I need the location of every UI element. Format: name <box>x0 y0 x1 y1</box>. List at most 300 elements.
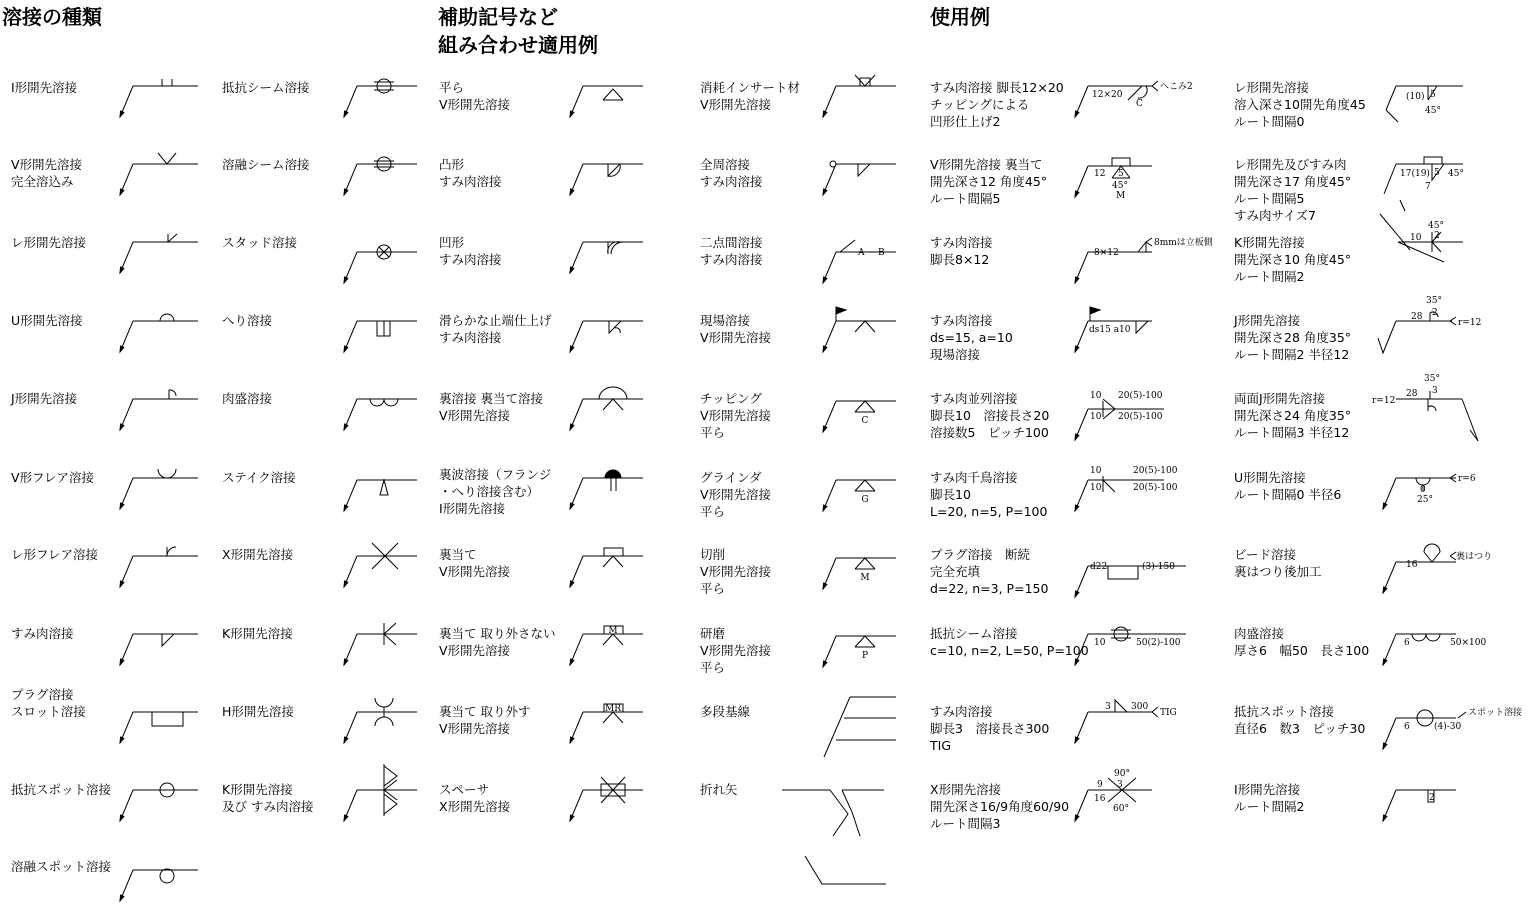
dim-text: 60° <box>1113 804 1129 814</box>
label-line: 脚長8×12 <box>930 252 990 267</box>
label-line: U形開先溶接 <box>1234 470 1306 485</box>
arrow-head <box>1383 659 1387 665</box>
arrow-head <box>823 346 827 352</box>
label-line: H形開先溶接 <box>222 704 294 719</box>
dim-text: 裏はつり <box>1456 552 1493 562</box>
arrow-head <box>570 503 574 509</box>
label-line: 溶融シーム溶接 <box>222 157 310 172</box>
arrow-head <box>823 661 827 667</box>
arrow-head <box>120 424 124 430</box>
label-line: ビード溶接 <box>1234 547 1297 562</box>
symbol-stroke-49 <box>608 242 620 254</box>
arrow-head <box>344 737 348 743</box>
label-line: レ形開先溶接 <box>1234 80 1310 95</box>
label-line: 肉盛溶接 <box>1234 626 1285 641</box>
label-line: ルート間隔0 <box>1234 114 1305 129</box>
symbol-stroke-13 <box>162 634 174 646</box>
label-line: 溶接数5 ピッチ100 <box>930 425 1049 440</box>
label-line: 脚長10 <box>930 487 971 502</box>
symbol-stroke-29 <box>384 399 398 406</box>
label-line: すみ肉溶接 <box>700 252 763 267</box>
symbol-stroke-96 <box>1108 566 1138 579</box>
dim-text: ds15 a10 <box>1089 325 1131 335</box>
arrow-head <box>120 111 124 117</box>
dim-text: C <box>1136 99 1143 109</box>
arrow-head <box>1383 743 1387 749</box>
arrow-head <box>823 189 827 195</box>
symbol-stroke-115 <box>1450 317 1456 325</box>
arrow-head <box>344 424 348 430</box>
label-line: J形開先溶接 <box>11 391 78 406</box>
arrow-head <box>344 581 348 587</box>
label-line: すみ肉溶接 <box>930 235 993 250</box>
label-line: 裏波溶接（フランジ <box>439 467 552 482</box>
dim-text: 17(19) <box>1400 169 1430 179</box>
dim-text: 16 <box>1094 794 1106 804</box>
symbol-stroke-12 <box>167 547 176 556</box>
field-flag <box>836 307 846 314</box>
label-line: 直径6 数3 ピッチ30 <box>1234 721 1366 736</box>
dim-text: 10 <box>1090 391 1102 401</box>
arrow-head <box>344 346 348 352</box>
label-line: すみ肉溶接 脚長12×20 <box>930 80 1064 95</box>
arrow-head <box>344 505 348 511</box>
flag <box>1090 307 1100 314</box>
dim-text: 45° <box>1448 169 1464 179</box>
label-line: V形開先溶接 <box>700 330 772 345</box>
header-usage-examples: 使用例 <box>930 5 990 29</box>
label-line: レ形フレア溶接 <box>11 547 99 562</box>
dim-text: 3 <box>1105 702 1111 712</box>
dim-text: 5 <box>1434 168 1440 178</box>
arrow-head <box>120 895 124 901</box>
dim-text: (4)-30 <box>1434 722 1462 732</box>
arrow-head <box>344 659 348 665</box>
label-line: I形開先溶接 <box>439 501 506 516</box>
label-line: V形開先溶接 <box>700 643 772 658</box>
label-line: 平ら <box>700 581 726 596</box>
label-line: 溶融スポット溶接 <box>11 859 112 874</box>
label-line: 現場溶接 <box>930 347 981 362</box>
label-line: すみ肉千鳥溶接 <box>930 470 1018 485</box>
label-line: 研磨 <box>700 626 726 641</box>
symbol-stroke-46 <box>608 164 620 176</box>
dim-text: 6 <box>1404 722 1410 732</box>
symbol-stroke-91 <box>1136 321 1148 333</box>
symbol-stroke-35 <box>384 634 396 645</box>
header-weld-types: 溶接の種類 <box>2 5 102 29</box>
label-line: 溶入深さ10開先角度45 <box>1234 97 1366 112</box>
label-line: 両面J形開先溶接 <box>1234 391 1326 406</box>
label-line: 及び すみ肉溶接 <box>222 799 314 814</box>
label-line: 滑らかな止端仕上げ <box>439 313 552 328</box>
symbol-stroke-127 <box>1426 634 1440 641</box>
label-line: K形開先溶接 <box>222 626 293 641</box>
symbol-stroke-68 <box>830 161 836 167</box>
dim-text: TIG <box>1160 708 1177 718</box>
dim-text: 0 <box>1420 485 1426 495</box>
dim-text: r=12 <box>1372 396 1396 406</box>
arrow-head <box>1075 346 1079 352</box>
arrow-head <box>570 111 574 117</box>
arrow-head <box>570 424 574 430</box>
symbol-stroke-40 <box>384 766 397 786</box>
arrow-head <box>570 581 574 587</box>
label-line: 平ら <box>700 425 726 440</box>
dim-text: (10) <box>1406 92 1425 102</box>
label-line: V形フレア溶接 <box>11 470 95 485</box>
dim-text: 10 <box>1090 483 1102 493</box>
dim-text: 25° <box>1417 495 1433 505</box>
label-line: U形開先溶接 <box>11 313 83 328</box>
label-line: プラグ溶接 断続 <box>930 547 1031 562</box>
symbol-stroke-70 <box>840 240 855 252</box>
label-line: I形開先溶接 <box>1234 782 1301 797</box>
label-line: 開先深さ17 角度45° <box>1234 174 1352 189</box>
symbol-stroke-44 <box>603 89 623 100</box>
label-line: 凹形仕上げ2 <box>930 114 1001 129</box>
dim-text: 300 <box>1131 702 1149 712</box>
label-line: ルート間隔5 <box>1234 191 1305 206</box>
label-line: V形開先溶接 <box>439 643 511 658</box>
symbol-stroke-111 <box>1432 242 1441 252</box>
label-line: スペーサ <box>439 782 490 797</box>
arrow-head <box>120 267 124 273</box>
label-line: 裏はつり後加工 <box>1234 564 1322 579</box>
symbol-stroke-16 <box>160 869 174 883</box>
dim-text: 28 <box>1406 389 1418 399</box>
label-line: すみ肉溶接 <box>930 704 993 719</box>
dim-text: 10 <box>1410 233 1422 243</box>
label-line: 裏溶接 裏当て溶接 <box>439 391 543 406</box>
symbol-stroke-112 <box>1378 321 1396 353</box>
dim-text: へこみ2 <box>1160 82 1193 92</box>
label-line: 折れ矢 <box>700 782 738 797</box>
dim-text: 6 <box>1404 638 1410 648</box>
symbol-stroke-53 <box>603 399 623 410</box>
label-line: V形開先溶接 <box>439 408 511 423</box>
dim-text: 12 <box>1094 169 1106 179</box>
symbol-stroke-101 <box>1152 707 1158 717</box>
label-line: V形開先溶接 <box>439 97 511 112</box>
symbol-stroke-126 <box>1412 634 1426 641</box>
arrow-head <box>570 267 574 273</box>
symbol-stroke-5 <box>168 234 177 242</box>
arrow-head <box>1075 505 1079 511</box>
arrow-head <box>120 346 124 352</box>
arrow-head <box>823 583 827 589</box>
label-line: 平ら <box>439 80 465 95</box>
label-line: 脚長3 溶接長さ300 <box>930 721 1050 736</box>
label-line: X形開先溶接 <box>930 782 1002 797</box>
arrow-head <box>1075 659 1079 665</box>
label-line: 抵抗シーム溶接 <box>930 626 1018 641</box>
symbol-stroke-78 <box>855 558 875 569</box>
dim-text: 28 <box>1411 312 1423 322</box>
header-aux-symbols: 補助記号など <box>438 5 558 29</box>
label-line: 二点間溶接 <box>700 235 763 250</box>
label-line: ルート間隔5 <box>930 191 1001 206</box>
arrow-head <box>570 815 574 821</box>
dim-text: 45° <box>1112 181 1128 191</box>
label-line: すみ肉溶接 <box>930 313 993 328</box>
label-line: 凹形 <box>439 235 465 250</box>
header-aux-combo: 組み合わせ適用例 <box>438 33 598 57</box>
label-line: L=20, n=5, P=100 <box>930 504 1048 519</box>
dim-text: 16 <box>1406 560 1418 570</box>
dim-text: 20(5)-100 <box>1133 466 1178 476</box>
symbol-stroke-34 <box>384 623 396 634</box>
symbol-stroke-36 <box>375 698 393 707</box>
arrow-head <box>570 189 574 195</box>
label-line: すみ肉溶接 <box>439 174 502 189</box>
arrow-head <box>823 505 827 511</box>
lead-v1b <box>1386 110 1398 122</box>
mark-G: G <box>861 495 869 505</box>
label-line: 切削 <box>700 547 726 562</box>
arrow-head <box>1383 503 1387 509</box>
symbol-stroke-51 <box>609 321 621 333</box>
label-line: 裏当て 取り外す <box>439 704 531 719</box>
dim-text: (3)-150 <box>1142 562 1175 572</box>
arrow-head <box>1075 111 1079 117</box>
dim-text: 50(2)-100 <box>1136 638 1181 648</box>
label-line: ルート間隔2 <box>1234 269 1305 284</box>
mark-A: A <box>858 248 865 258</box>
label-line: V形開先溶接 <box>700 487 772 502</box>
label-line: すみ肉溶接 <box>439 330 502 345</box>
label-line: 凸形 <box>439 157 465 172</box>
dim-text: 35° <box>1424 374 1440 384</box>
label-line: V形開先溶接 <box>439 721 511 736</box>
dim-text: 10 <box>1094 638 1106 648</box>
arrow-head <box>120 189 124 195</box>
symbol-stroke-6 <box>160 314 174 321</box>
symbol-stroke-100 <box>1115 700 1127 712</box>
dim-text: 45° <box>1428 221 1444 231</box>
label-line: TIG <box>930 738 952 753</box>
mark-C: C <box>861 416 869 426</box>
dim-text: 8mmは立板側 <box>1154 238 1213 248</box>
label-line: チッピングによる <box>930 97 1030 112</box>
symbol-stroke-82 <box>1128 86 1146 100</box>
dim-text: r=6 <box>1458 474 1476 484</box>
mark-M2: M <box>860 573 870 583</box>
arrow-head <box>1075 591 1079 597</box>
label-line: J形開先溶接 <box>1234 313 1301 328</box>
arrow-head <box>1075 434 1079 440</box>
dim-text: 10 <box>1090 412 1102 422</box>
arrow-head <box>344 277 348 283</box>
arrow-head <box>1383 587 1387 593</box>
backing-fill <box>605 470 621 478</box>
symbol-stroke-3 <box>158 153 176 164</box>
symbol-stroke-106 <box>1424 157 1442 164</box>
arrow-head <box>344 111 348 117</box>
symbol-stroke-74 <box>855 401 875 412</box>
mark-P: P <box>861 651 869 661</box>
label-line: すみ肉並列溶接 <box>930 391 1018 406</box>
label-line: 平ら <box>700 660 726 675</box>
symbol-stroke-54 <box>599 387 627 399</box>
label-line: ルート間隔3 半径12 <box>1234 425 1350 440</box>
label-line: V形開先溶接 裏当て <box>930 157 1043 172</box>
dim-text: 50×100 <box>1450 638 1487 648</box>
dim-text: 35° <box>1426 296 1442 306</box>
label-line: スロット溶接 <box>11 704 86 719</box>
arrow-head <box>120 581 124 587</box>
label-line: 開先深さ12 角度45° <box>930 174 1048 189</box>
dim-text: 20(5)-100 <box>1118 391 1163 401</box>
label-line: グラインダ <box>700 470 762 485</box>
dim-text: 5 <box>1430 90 1436 100</box>
label-line: すみ肉溶接 <box>700 174 763 189</box>
symbol-stroke-67 <box>855 75 875 86</box>
arrow-head <box>570 346 574 352</box>
label-line: 肉盛溶接 <box>222 391 273 406</box>
dim-text: 8×12 <box>1094 248 1119 258</box>
lead-v1 <box>1386 86 1396 110</box>
label-line: レ形開先及びすみ肉 <box>1234 157 1347 172</box>
symbol-stroke-85 <box>1112 158 1130 166</box>
label-line: 平ら <box>700 504 726 519</box>
label-line: ルート間隔0 半径6 <box>1234 487 1342 502</box>
dim-text: 90° <box>1114 769 1130 779</box>
label-line: c=10, n=2, L=50, P=100 <box>930 643 1089 658</box>
label-line: スタッド溶接 <box>222 235 298 250</box>
dim-text: 2 <box>1432 308 1438 318</box>
symbol-stroke-14 <box>152 712 183 726</box>
arrow-head <box>120 737 124 743</box>
label-line: V形開先溶接 <box>439 564 511 579</box>
label-line: ルート間隔3 <box>930 816 1001 831</box>
symbol-stroke-42 <box>384 794 397 814</box>
symbol-stroke-120 <box>1416 478 1430 485</box>
symbol-stroke-8 <box>169 390 176 396</box>
symbol-stroke-9 <box>158 469 167 478</box>
symbol-stroke-58 <box>603 556 623 567</box>
label-line: X形開先溶接 <box>222 547 294 562</box>
dim-text: 9 <box>1097 780 1103 790</box>
symbol-stroke-124 <box>1424 552 1440 562</box>
symbol-stroke-89 <box>1146 238 1152 246</box>
label-line: 消耗インサート材 <box>700 80 801 95</box>
label-line: 開先深さ10 角度45° <box>1234 252 1352 267</box>
arrow-head <box>1075 191 1079 197</box>
dim-text: 12×20 <box>1092 90 1123 100</box>
label-line: d=22, n=3, P=150 <box>930 581 1049 596</box>
label-line: ステイク溶接 <box>222 470 296 485</box>
symbol-stroke-52 <box>615 328 620 333</box>
label-line: ルート間隔2 半径12 <box>1234 347 1350 362</box>
symbol-stroke-37 <box>375 717 393 726</box>
label-line: ・へり溶接含む） <box>439 484 540 499</box>
label-line: V形開先溶接 <box>700 97 772 112</box>
dim-text: 2 <box>1429 793 1435 803</box>
arrow-head <box>120 659 124 665</box>
label-line: 開先深さ16/9角度60/90 <box>930 799 1070 814</box>
label-line: すみ肉溶接 <box>11 626 74 641</box>
mark-M: M <box>608 626 618 636</box>
label-line: 開先深さ24 角度35° <box>1234 408 1352 423</box>
bent-arrow-2 <box>805 856 886 884</box>
symbol-stroke-69 <box>858 164 870 176</box>
label-line: 厚さ6 幅50 長さ100 <box>1234 643 1370 658</box>
arrow-head <box>120 815 124 821</box>
dim-text: d22 <box>1090 562 1108 572</box>
symbol-stroke-10 <box>167 469 176 478</box>
symbol-stroke-95 <box>1103 480 1115 492</box>
label-line: V形開先溶接 <box>700 564 772 579</box>
label-line: すみ肉溶接 <box>439 252 502 267</box>
mark-B: B <box>878 248 885 258</box>
symbol-stroke-88 <box>1126 242 1146 252</box>
label-line: 裏当て <box>439 547 477 562</box>
label-line: 完全溶込み <box>11 174 74 189</box>
label-line: X形開先溶接 <box>439 799 511 814</box>
dim-text: 20(5)-100 <box>1133 483 1178 493</box>
symbol-stroke-57 <box>604 548 623 556</box>
dim-text: 5 <box>1118 169 1124 179</box>
label-line: V形開先溶接 <box>700 408 772 423</box>
label-line: ds=15, a=10 <box>930 330 1013 345</box>
symbol-stroke-118 <box>1428 406 1436 411</box>
label-line: 全周溶接 <box>700 157 751 172</box>
mark-MR: MR <box>605 704 621 714</box>
arrow-head <box>570 659 574 665</box>
symbol-stroke-83 <box>1138 86 1147 98</box>
symbol-stroke-84 <box>1152 81 1158 91</box>
label-line: 完全充填 <box>930 564 981 579</box>
dim-text: 45° <box>1425 106 1441 116</box>
arrow-head <box>823 277 827 283</box>
label-line: 多段基線 <box>700 704 751 719</box>
arrow-head <box>1075 277 1079 283</box>
dim-text: 20(5)-100 <box>1118 412 1163 422</box>
dim-text: 10 <box>1090 466 1102 476</box>
dim-text: r=12 <box>1458 318 1482 328</box>
label-line: プラグ溶接 <box>11 687 74 702</box>
label-line: へり溶接 <box>222 313 273 328</box>
label-line: I形開先溶接 <box>11 80 78 95</box>
label-line: K形開先溶接 <box>222 782 293 797</box>
symbol-stroke-116 <box>1462 399 1478 441</box>
dim-text: 3 <box>1432 386 1438 396</box>
symbol-stroke-76 <box>855 480 875 491</box>
symbol-stroke-30 <box>380 480 388 495</box>
label-line: V形開先溶接 <box>11 157 83 172</box>
arrow-head <box>570 737 574 743</box>
label-line: すみ肉サイズ7 <box>1234 208 1316 223</box>
dim-text: スポット溶接 <box>1468 708 1523 718</box>
symbol-stroke-129 <box>1458 712 1466 718</box>
symbol-stroke-123 <box>1424 544 1440 552</box>
lead-v2 <box>1384 164 1396 194</box>
dim-text: 7 <box>1425 182 1431 192</box>
label-line: 開先深さ28 角度35° <box>1234 330 1352 345</box>
label-line: 抵抗スポット溶接 <box>1234 704 1335 719</box>
label-line: 脚長10 溶接長さ20 <box>930 408 1050 423</box>
label-line: 裏当て 取り外さない <box>439 626 556 641</box>
symbol-stroke-73 <box>855 321 875 332</box>
arrow-head <box>1075 815 1079 821</box>
symbol-stroke-50 <box>611 242 623 254</box>
symbol-stroke-28 <box>370 399 384 406</box>
arrow-head <box>344 815 348 821</box>
dim-text: M <box>1116 191 1126 201</box>
label-line: ルート間隔2 <box>1234 799 1305 814</box>
arrow-head <box>823 426 827 432</box>
